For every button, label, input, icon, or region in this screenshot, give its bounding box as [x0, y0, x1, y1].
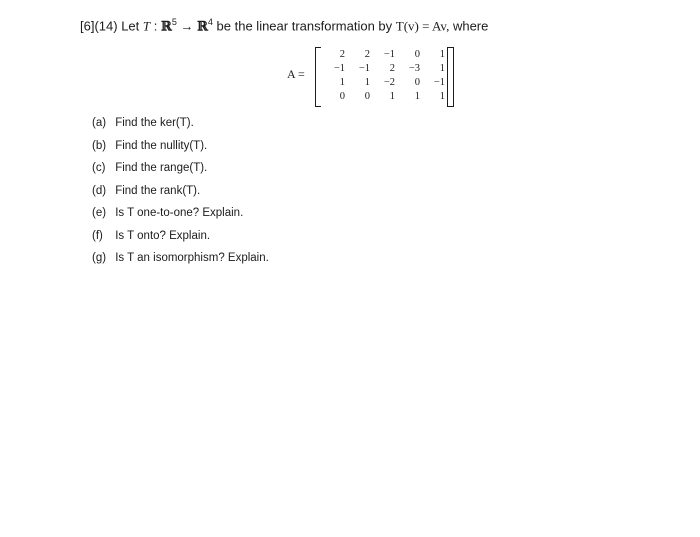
- domain-dimension: 5: [171, 17, 177, 27]
- matrix-A: [287, 47, 467, 105]
- matrix-label: A =: [287, 67, 305, 81]
- matrix-cell: −3: [408, 63, 420, 74]
- let-word: Let: [121, 18, 140, 34]
- part-f: [92, 230, 269, 253]
- matrix-cell: 0: [339, 91, 345, 102]
- part-text: Find the rank(T).: [115, 184, 201, 197]
- transformation-formula: T(v) = Av,: [395, 18, 450, 34]
- matrix-cell: 1: [389, 91, 395, 102]
- matrix-cell: 2: [339, 49, 345, 60]
- part-text: Find the nullity(T).: [115, 139, 208, 152]
- matrix-cell: 1: [339, 77, 345, 88]
- matrix-row: [320, 48, 445, 62]
- matrix-cell: −1: [358, 63, 370, 74]
- matrix-cell: 0: [414, 77, 420, 88]
- part-text: Is T one-to-one? Explain.: [115, 207, 244, 219]
- matrix-cell: 1: [439, 91, 445, 102]
- codomain-space: ℝ: [197, 19, 208, 35]
- part-g: [92, 252, 269, 275]
- matrix-cell: 1: [439, 49, 445, 60]
- matrix-row: [320, 62, 445, 76]
- part-e: [92, 207, 269, 230]
- matrix-cell: 0: [414, 49, 420, 60]
- part-label: (c): [92, 162, 106, 174]
- matrix-cell: −1: [333, 63, 345, 74]
- part-label: (e): [92, 207, 107, 219]
- matrix-cell: 0: [364, 91, 370, 102]
- colon: :: [153, 18, 158, 34]
- part-c: [92, 162, 269, 185]
- part-label: (f): [92, 229, 103, 242]
- matrix-cell: −2: [383, 77, 395, 88]
- matrix-cell: 1: [364, 77, 370, 88]
- matrix-cell: 1: [439, 63, 445, 74]
- part-text: Is T an isomorphism? Explain.: [115, 252, 269, 264]
- part-text: Is T onto? Explain.: [115, 229, 211, 242]
- matrix-row: [320, 90, 445, 104]
- part-label: (g): [92, 252, 107, 264]
- part-label: (b): [92, 139, 107, 152]
- transformation-symbol: T: [142, 18, 151, 34]
- matrix-row: [320, 76, 445, 90]
- question-parts: [92, 117, 269, 275]
- part-a: [92, 117, 269, 140]
- matrix-cell: −1: [433, 77, 445, 88]
- matrix-cell: 2: [364, 49, 370, 60]
- domain-space: ℝ: [161, 19, 172, 35]
- matrix-cell: 1: [414, 91, 420, 102]
- where-word: where: [452, 18, 489, 34]
- part-text: Find the ker(T).: [115, 117, 194, 129]
- part-d: [92, 185, 269, 208]
- problem-text: be the linear transformation by: [216, 18, 393, 34]
- right-bracket: [447, 47, 454, 107]
- part-label: (a): [92, 117, 107, 129]
- codomain-dimension: 4: [207, 17, 213, 27]
- part-text: Find the range(T).: [115, 162, 208, 174]
- problem-statement: [80, 17, 488, 34]
- matrix-cell: −1: [383, 49, 395, 60]
- matrix-table: [320, 48, 445, 104]
- arrow: →: [180, 18, 194, 34]
- problem-number: [6](14): [80, 18, 118, 34]
- part-b: [92, 140, 269, 163]
- matrix-cell: 2: [389, 63, 395, 74]
- part-label: (d): [92, 184, 107, 197]
